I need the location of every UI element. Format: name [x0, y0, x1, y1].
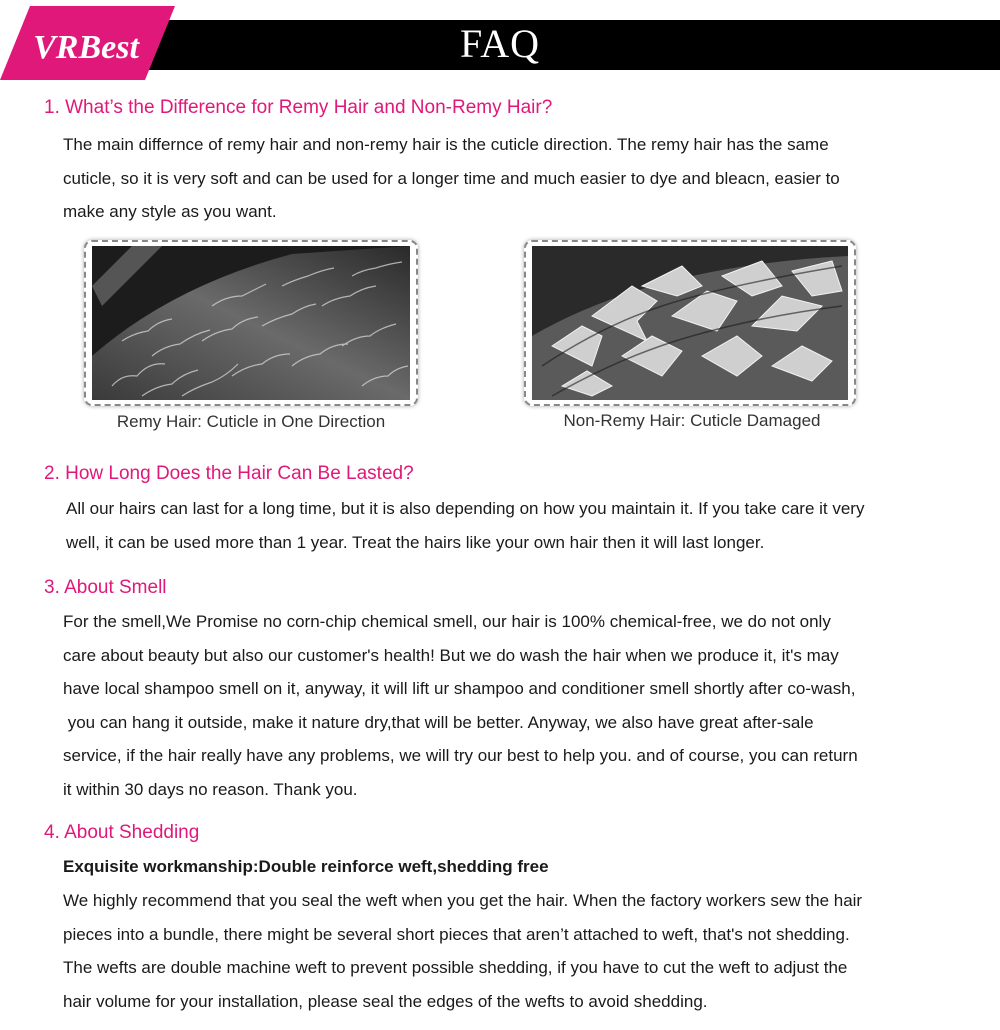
remy-caption: Remy Hair: Cuticle in One Direction: [116, 412, 386, 431]
remy-cuticle-illustration: [92, 246, 410, 400]
answer-1-line: make any style as you want.: [63, 202, 277, 222]
logo-text: VRBest: [33, 29, 139, 66]
shedding-subtitle: Exquisite workmanship:Double reinforce weft,shedding free: [63, 857, 549, 876]
non-remy-cuticle-illustration: [532, 246, 848, 400]
question-1: 1. What’s the Difference for Remy Hair and Non-Remy Hair?: [44, 97, 553, 118]
answer-3-line: you can hang it outside, make it nature dry,that will be better. Anyway, we also have great after-sale: [63, 712, 814, 732]
answer-3-line: For the smell,We Promise no corn-chip chemical smell, our hair is 100% chemical-free, we do not only: [63, 612, 831, 631]
answer-3: [63, 605, 858, 807]
page-header: [0, 0, 1000, 80]
answer-3-line: care about beauty but also our customer's health! But we do wash the hair when we produce it, it's may: [63, 645, 839, 665]
question-3: 3. About Smell: [44, 577, 167, 598]
non-remy-caption: Non-Remy Hair: Cuticle Damaged: [563, 411, 821, 430]
answer-4-line: The wefts are double machine weft to prevent possible shedding, if you have to cut the weft to adjust the: [63, 958, 848, 978]
answer-3-line: service, if the hair really have any problems, we will try our best to help you. and of course, you can return: [63, 746, 858, 766]
page-title: FAQ: [459, 21, 541, 66]
answer-3-line: have local shampoo smell on it, anyway, it will lift ur shampoo and conditioner smell shortly after co-wash,: [63, 679, 856, 699]
answer-2-line: well, it can be used more than 1 year. Treat the hairs like your own hair then it will last longer.: [66, 532, 765, 552]
answer-1: [63, 128, 840, 229]
question-2: 2. How Long Does the Hair Can Be Lasted?: [44, 463, 414, 484]
answer-4-line: pieces into a bundle, there might be several short pieces that aren’t attached to weft, that's not shedding.: [63, 924, 850, 944]
answer-2: [66, 492, 864, 559]
remy-hair-image: [84, 240, 418, 406]
answer-4-line: We highly recommend that you seal the weft when you get the hair. When the factory workers sew the hair: [63, 891, 863, 910]
answer-1-line: cuticle, so it is very soft and can be used for a longer time and much easier to dye and bleacn, easier to: [63, 168, 840, 188]
answer-1-line: The main differnce of remy hair and non-remy hair is the cuticle direction. The remy hair has the same: [63, 135, 829, 154]
answer-3-line: it within 30 days no reason. Thank you.: [63, 779, 358, 799]
answer-2-line: All our hairs can last for a long time, but it is also depending on how you maintain it. If you take care it very: [66, 499, 865, 518]
question-4: 4. About Shedding: [44, 822, 200, 843]
answer-4: [63, 884, 862, 1018]
answer-4-line: hair volume for your installation, please seal the edges of the wefts to avoid shedding.: [63, 991, 708, 1011]
non-remy-hair-image: [524, 240, 856, 406]
